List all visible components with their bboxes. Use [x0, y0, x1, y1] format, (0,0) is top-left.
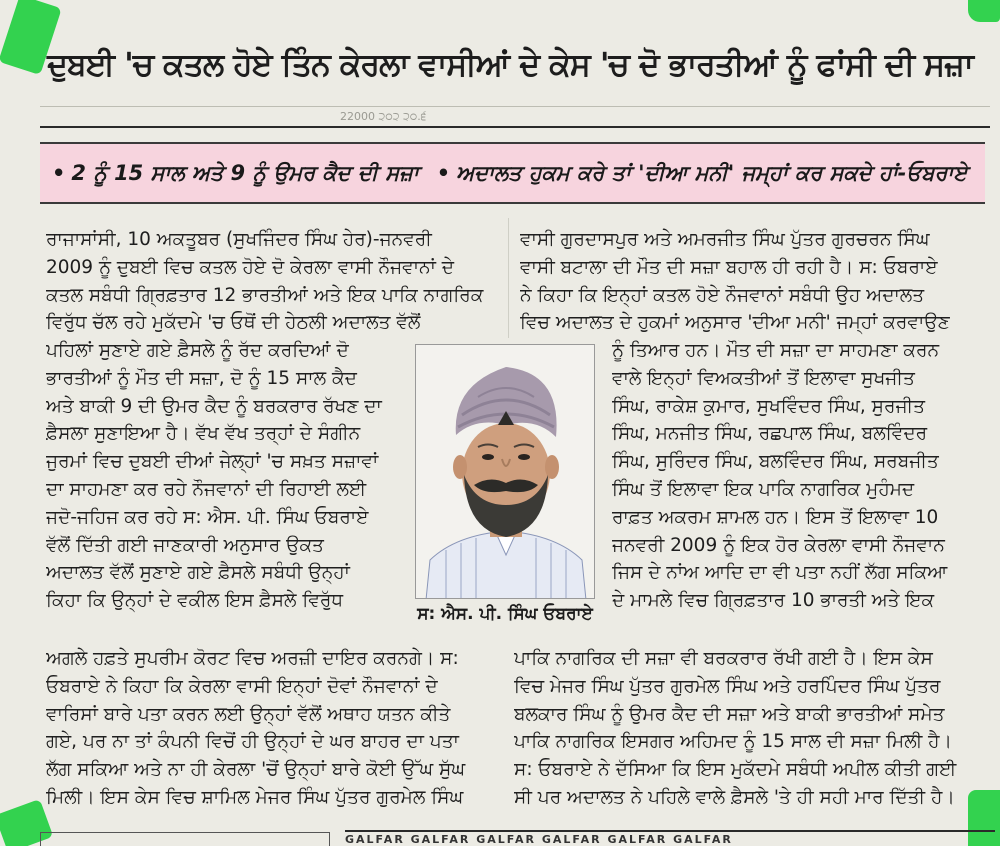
article-left-narrow-line: ਅਤੇ ਬਾਕੀ 9 ਦੀ ਉਮਰ ਕੈਦ ਨੂੰ ਬਰਕਰਾਰ ਰੱਖਣ ਦਾ — [46, 395, 382, 417]
article-left-narrow-line: ਪਹਿਲਾਂ ਸੁਣਾਏ ਗਏ ਫ਼ੈਸਲੇ ਨੂੰ ਰੱਦ ਕਰਦਿਆਂ ਦੋ — [46, 340, 349, 361]
article-right-narrow-line: ਸਿੰਘ, ਰਾਕੇਸ਼ ਕੁਮਾਰ, ਸੁਖਵਿੰਦਰ ਸਿੰਘ, ਸੁਰਜੀਤ — [612, 395, 925, 417]
article-right-narrow-line: ਜਨਵਰੀ 2009 ਨੂੰ ਇਕ ਹੋਰ ਕੇਰਲਾ ਵਾਸੀ ਨੌਜਵਾਨ — [612, 534, 945, 556]
photo-caption: ਸ: ਐਸ. ਪੀ. ਸਿੰਘ ਓਬਰਾਏ — [417, 604, 593, 624]
article-right-narrow-line: ਜਿਸ ਦੇ ਨਾਂਅ ਆਦਿ ਦਾ ਵੀ ਪਤਾ ਨਹੀਂ ਲੱਗ ਸਕਿਆ — [612, 562, 948, 584]
article-left-bottom-line: ਵਾਰਿਸਾਂ ਬਾਰੇ ਪਤਾ ਕਰਨ ਲਈ ਉਨ੍ਹਾਂ ਵੱਲੋਂ ਅਥਾਹ ਯਤਨ ਕੀਤੇ — [46, 703, 451, 725]
column-right-narrow — [612, 337, 975, 619]
article-right-narrow-line: ਸਿੰਘ, ਸੁਰਿੰਦਰ ਸਿੰਘ, ਬਲਵਿੰਦਰ ਸਿੰਘ, ਸਰਬਜੀਤ — [612, 451, 939, 473]
portrait-illustration — [416, 345, 595, 599]
article-left-bottom-line: ਲੱਗ ਸਕਿਆ ਅਤੇ ਨਾ ਹੀ ਕੇਰਲਾ 'ਚੋਂ ਉਨ੍ਹਾਂ ਬਾਰੇ ਕੋਈ ਉੱਘ ਸੁੱਘ — [46, 759, 466, 781]
headline: ਦੁਬਈ 'ਚ ਕਤਲ ਹੋਏ ਤਿੰਨ ਕੇਰਲਾ ਵਾਸੀਆਂ ਦੇ ਕੇਸ 'ਚ ਦੋ ਭਾਰਤੀਆਂ ਨੂੰ ਫਾਂਸੀ ਦੀ ਸਜ਼ਾ — [47, 47, 973, 83]
column-right-bottom — [514, 645, 975, 817]
article-left-bottom-line: ਮਿਲੀ। ਇਸ ਕੇਸ ਵਿਚ ਸ਼ਾਮਿਲ ਮੇਜਰ ਸਿੰਘ ਪੁੱਤਰ ਗੁਰਮੇਲ ਸਿੰਘ — [46, 786, 464, 808]
article-left-bottom-line: ਅਗਲੇ ਹਫ਼ਤੇ ਸੁਪਰੀਮ ਕੋਰਟ ਵਿਚ ਅਰਜ਼ੀ ਦਾਇਰ ਕਰਨਗੇ। ਸ: — [46, 648, 459, 669]
article-right-line: ਵਾਸੀ ਬਟਾਲਾ ਦੀ ਮੌਤ ਦੀ ਸਜ਼ਾ ਬਹਾਲ ਹੀ ਰਹੀ ਹੈ। ਸ: ਓਬਰਾਏ — [520, 256, 938, 278]
column-divider — [508, 218, 509, 338]
article-right-narrow-line: ਵਾਲੇ ਇਨ੍ਹਾਂ ਵਿਅਕਤੀਆਂ ਤੋਂ ਇਲਾਵਾ ਸੁਖਜੀਤ — [612, 367, 915, 389]
portrait-photo — [415, 344, 595, 599]
subhead-point-2: ਅਦਾਲਤ ਹੁਕਮ ਕਰੇ ਤਾਂ 'ਦੀਆ ਮਨੀ' ਜਮ੍ਹਾਂ ਕਰ ਸਕਦੇ ਹਾਂ-ਓਬਰਾਏ — [456, 160, 968, 185]
article-left-narrow-line: ਜੁਰਮਾਂ ਵਿਚ ਦੁਬਈ ਦੀਆਂ ਜੇਲ੍ਹਾਂ 'ਚ ਸਖ਼ਤ ਸਜ਼ਾਵਾਂ — [46, 451, 379, 473]
article-right-bottom-line: ਪਾਕਿ ਨਾਗਰਿਕ ਦੀ ਸਜ਼ਾ ਵੀ ਬਰਕਰਾਰ ਰੱਖੀ ਗਈ ਹੈ। ਇਸ ਕੇਸ — [514, 648, 933, 669]
article-left-narrow-line: ਦਾ ਸਾਹਮਣਾ ਕਰ ਰਹੇ ਨੌਜਵਾਨਾਂ ਦੀ ਰਿਹਾਈ ਲਈ — [46, 478, 367, 500]
article-right-narrow-line: ਸਿੰਘ ਤੋਂ ਇਲਾਵਾ ਇਕ ਪਾਕਿ ਨਾਗਰਿਕ ਮੁਹੰਮਦ — [612, 478, 915, 500]
article-left-line: ਵਿਰੁੱਧ ਚੱਲ ਰਹੇ ਮੁਕੱਦਮੇ 'ਚ ਓਥੋਂ ਦੀ ਹੇਠਲੀ ਅਦਾਲਤ ਵੱਲੋਂ — [46, 312, 421, 334]
subhead-bullet-1: • — [52, 161, 66, 185]
article-left-narrow-line: ਵੱਲੋਂ ਦਿੱਤੀ ਗਈ ਜਾਣਕਾਰੀ ਅਨੁਸਾਰ ਉਕਤ — [46, 534, 324, 556]
column-left-top — [46, 226, 501, 340]
article-right-bottom-line: ਸ: ਓਬਰਾਏ ਨੇ ਦੱਸਿਆ ਕਿ ਇਸ ਮੁਕੱਦਮੇ ਸਬੰਧੀ ਅਪੀਲ ਕੀਤੀ ਗਈ — [514, 759, 957, 781]
article-right-narrow-line: ਰਾਫ਼ਤ ਅਕਰਮ ਸ਼ਾਮਲ ਹਨ। ਇਸ ਤੋਂ ਇਲਾਵਾ 10 — [612, 506, 939, 528]
article-left-bottom-line: ਗਏ, ਪਰ ਨਾ ਤਾਂ ਕੰਪਨੀ ਵਿਚੋਂ ਹੀ ਉਨ੍ਹਾਂ ਦੇ ਘਰ ਬਾਹਰ ਦਾ ਪਤਾ — [46, 731, 459, 753]
article-left-line: ਰਾਜਾਸਾਂਸੀ, 10 ਅਕਤੂਬਰ (ਸੁਖਜਿੰਦਰ ਸਿੰਘ ਹੇਰ)-ਜਨਵਰੀ — [46, 229, 432, 250]
article-right-bottom-line: ਪਾਕਿ ਨਾਗਰਿਕ ਇਸਗਰ ਅਹਿਮਦ ਨੂੰ 15 ਸਾਲ ਦੀ ਸਜ਼ਾ ਮਿਲੀ ਹੈ। — [514, 731, 952, 753]
article-right-line: ਵਿਚ ਅਦਾਲਤ ਦੇ ਹੁਕਮਾਂ ਅਨੁਸਾਰ 'ਦੀਆ ਮਨੀ' ਜਮ੍ਹਾਂ ਕਰਵਾਉਣ — [520, 312, 950, 334]
bottom-left-box — [40, 832, 330, 846]
article-right-line: ਵਾਸੀ ਗੁਰਦਾਸਪੁਰ ਅਤੇ ਅਮਰਜੀਤ ਸਿੰਘ ਪੁੱਤਰ ਗੁਰਚਰਨ ਸਿੰਘ — [520, 229, 930, 250]
article-left-narrow-line: ਫ਼ੈਸਲਾ ਸੁਣਾਇਆ ਹੈ। ਵੱਖ ਵੱਖ ਤਰ੍ਹਾਂ ਦੇ ਸੰਗੀਨ — [46, 423, 361, 445]
article-left-line: ਕਤਲ ਸਬੰਧੀ ਗ੍ਰਿਫ਼ਤਾਰ 12 ਭਾਰਤੀਆਂ ਅਤੇ ਇਕ ਪਾਕਿ ਨਾਗਰਿਕ — [46, 284, 484, 306]
article-left-narrow-line: ਭਾਰਤੀਆਂ ਨੂੰ ਮੌਤ ਦੀ ਸਜ਼ਾ, ਦੋ ਨੂੰ 15 ਸਾਲ ਕੈਦ — [46, 367, 357, 389]
article-right-bottom-line: ਬਲਕਾਰ ਸਿੰਘ ਨੂੰ ਉਮਰ ਕੈਦ ਦੀ ਸਜ਼ਾ ਅਤੇ ਬਾਕੀ ਭਾਰਤੀਆਂ ਸਮੇਤ — [514, 703, 945, 725]
column-right-top — [520, 226, 975, 340]
column-left-narrow — [46, 337, 408, 619]
article-left-bottom-line: ਓਬਰਾਏ ਨੇ ਕਿਹਾ ਕਿ ਕੇਰਲਾ ਵਾਸੀ ਇਨ੍ਹਾਂ ਦੋਵਾਂ ਨੌਜਵਾਨਾਂ ਦੇ — [46, 675, 438, 697]
article-right-narrow-line: ਸਿੰਘ, ਮਨਜੀਤ ਸਿੰਘ, ਰਛਪਾਲ ਸਿੰਘ, ਬਲਵਿੰਦਰ — [612, 423, 928, 445]
column-left-bottom — [46, 645, 501, 817]
highlight-marker-top-right — [968, 0, 1000, 22]
subhead-bar — [40, 142, 985, 204]
subhead-bullet-2: • — [436, 161, 451, 185]
article-right-bottom-line: ਵਿਚ ਮੇਜਰ ਸਿੰਘ ਪੁੱਤਰ ਗੁਰਮੇਲ ਸਿੰਘ ਅਤੇ ਹਰਪਿੰਦਰ ਸਿੰਘ ਪੁੱਤਰ — [514, 675, 941, 697]
article-right-narrow-line: ਦੇ ਮਾਮਲੇ ਵਿਚ ਗ੍ਰਿਫ਼ਤਾਰ 10 ਭਾਰਤੀ ਅਤੇ ਇਕ — [612, 590, 935, 612]
top-strip-text: 22000 ੨੦੨ ੨੦.੬ — [340, 110, 427, 123]
top-strip — [40, 106, 990, 128]
article-left-narrow-line: ਜਦੋ-ਜਹਿਜ ਕਰ ਰਹੇ ਸ: ਐਸ. ਪੀ. ਸਿੰਘ ਓਬਰਾਏ — [46, 506, 369, 528]
article-right-line: ਨੇ ਕਿਹਾ ਕਿ ਇਨ੍ਹਾਂ ਕਤਲ ਹੋਏ ਨੌਜਵਾਨਾਂ ਸਬੰਧੀ ਉਹ ਅਦਾਲਤ — [520, 284, 925, 306]
article-right-narrow-line: ਨੂੰ ਤਿਆਰ ਹਨ। ਮੌਤ ਦੀ ਸਜ਼ਾ ਦਾ ਸਾਹਮਣਾ ਕਰਨ — [612, 340, 940, 361]
article-left-line: 2009 ਨੂੰ ਦੁਬਈ ਵਿਚ ਕਤਲ ਹੋਏ ਦੋ ਕੇਰਲਾ ਵਾਸੀ ਨੌਜਵਾਨਾਂ ਦੇ — [46, 256, 454, 278]
bottom-ad-strip: GALFAR GALFAR GALFAR GALFAR GALFAR GALFAR — [345, 830, 995, 846]
subhead-point-1: 2 ਨੂੰ 15 ਸਾਲ ਅਤੇ 9 ਨੂੰ ਉਮਰ ਕੈਦ ਦੀ ਸਜ਼ਾ — [71, 160, 419, 185]
article-left-narrow-line: ਅਦਾਲਤ ਵੱਲੋਂ ਸੁਣਾਏ ਗਏ ਫ਼ੈਸਲੇ ਸਬੰਧੀ ਉਨ੍ਹਾਂ — [46, 562, 350, 584]
article-right-bottom-line: ਸੀ ਪਰ ਅਦਾਲਤ ਨੇ ਪਹਿਲੇ ਵਾਲੇ ਫ਼ੈਸਲੇ 'ਤੇ ਹੀ ਸਹੀ ਮਾਰ ਦਿੱਤੀ ਹੈ। — [514, 786, 955, 808]
article-left-narrow-line: ਕਿਹਾ ਕਿ ਉਨ੍ਹਾਂ ਦੇ ਵਕੀਲ ਇਸ ਫ਼ੈਸਲੇ ਵਿਰੁੱਧ — [46, 590, 344, 612]
